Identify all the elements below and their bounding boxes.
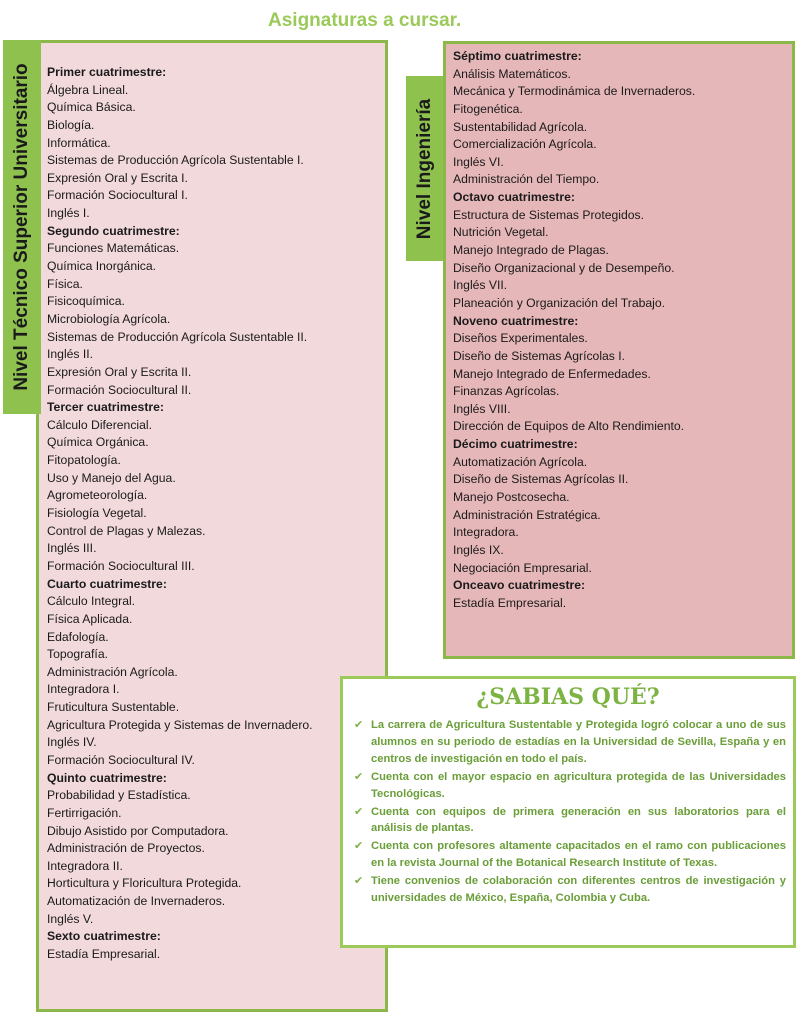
engineering-subject-list [453,48,695,613]
subject-item: Formación Sociocultural III. [47,558,195,573]
subject-item: Inglés II. [47,347,94,362]
subject-item: Diseño de Sistemas Agrícolas I. [453,348,626,363]
subject-item: Química Básica. [47,100,136,115]
subject-item: Formación Sociocultural I. [47,188,188,203]
subject-item: Administración de Proyectos. [47,841,205,856]
subject-item: Biología. [47,117,95,132]
subject-item: Manejo Integrado de Enfermedades. [453,366,651,381]
check-icon: ✔ [354,770,364,783]
subject-item: Diseños Experimentales. [453,331,588,346]
term-heading: Quinto cuatrimestre: [47,770,167,785]
subject-item: Integradora. [453,525,519,540]
subject-item: Informática. [47,135,111,150]
engineering-level-tab [406,76,443,261]
subject-item: Fisiología Vegetal. [47,506,147,521]
did-you-know-item [354,873,786,907]
term-heading: Décimo cuatrimestre: [453,437,578,452]
subject-item: Comercialización Agrícola. [453,137,597,152]
tsu-level-label: Nivel Técnico Superior Universitario [11,63,32,391]
did-you-know-text: Cuenta con el mayor espacio en agricultura protegida de las Universidades Tecnológicas. [371,770,786,800]
subject-item: Dirección de Equipos de Alto Rendimiento. [453,419,685,434]
subject-item: Manejo Postcosecha. [453,490,570,505]
subject-item: Fitogenética. [453,101,523,116]
subject-item: Estadía Empresarial. [47,947,161,962]
subject-item: Química Inorgánica. [47,259,157,274]
subject-item: Estadía Empresarial. [453,595,567,610]
subject-item: Análisis Matemáticos. [453,66,571,81]
subject-item: Formación Sociocultural IV. [47,752,195,767]
subject-item: Control de Plagas y Malezas. [47,523,206,538]
did-you-know-item [354,838,786,872]
term-heading: Cuarto cuatrimestre: [47,576,167,591]
subject-item: Edafología. [47,629,109,644]
subject-item: Formación Sociocultural II. [47,382,192,397]
subject-item: Administración Estratégica. [453,507,601,522]
subject-item: Inglés VI. [453,154,504,169]
subject-item: Integradora II. [47,858,123,873]
term-heading: Octavo cuatrimestre: [453,190,575,205]
subject-item: Inglés VIII. [453,401,511,416]
subject-item: Uso y Manejo del Agua. [47,470,176,485]
tsu-level-tab [3,40,41,414]
subject-item: Sustentabilidad Agrícola. [453,119,588,134]
did-you-know-text: Cuenta con equipos de primera generación en sus laboratorios para el análisis de plantas. [371,805,786,835]
subject-item: Administración del Tiempo. [453,172,600,187]
did-you-know-text: Tiene convenios de colaboración con diferentes centros de investigación y universidades de México, España, Colombia y Cuba. [371,875,786,905]
term-heading: Segundo cuatrimestre: [47,223,180,238]
subject-item: Inglés III. [47,541,97,556]
subject-item: Inglés IX. [453,542,504,557]
did-you-know-title: ¿SABIAS QUÉ? [476,684,660,710]
check-icon: ✔ [354,840,364,853]
subject-item: Integradora I. [47,682,120,697]
subject-item: Química Orgánica. [47,435,149,450]
subject-item: Cálculo Diferencial. [47,417,152,432]
subject-item: Funciones Matemáticas. [47,241,180,256]
subject-item: Nutrición Vegetal. [453,225,549,240]
did-you-know-item [354,804,786,838]
subject-item: Física Aplicada. [47,611,133,626]
subject-item: Microbiología Agrícola. [47,311,171,326]
term-heading: Sexto cuatrimestre: [47,929,161,944]
subject-item: Administración Agrícola. [47,664,178,679]
tsu-subject-list [47,64,313,964]
check-icon: ✔ [354,875,364,888]
did-you-know-list [354,717,786,908]
subject-item: Finanzas Agrícolas. [453,384,560,399]
subject-item: Álgebra Lineal. [47,82,129,97]
check-icon: ✔ [354,805,364,818]
subject-item: Sistemas de Producción Agrícola Sustentable I. [47,153,304,168]
term-heading: Onceavo cuatrimestre: [453,578,586,593]
subject-item: Expresión Oral y Escrita I. [47,170,188,185]
subject-item: Negociación Empresarial. [453,560,592,575]
subject-item: Inglés IV. [47,735,97,750]
subject-item: Dibujo Asistido por Computadora. [47,823,229,838]
did-you-know-box [340,676,796,948]
subject-item: Agricultura Protegida y Sistemas de Invernadero. [47,717,313,732]
subject-item: Topografía. [47,647,108,662]
page-title: Asignaturas a cursar. [268,10,462,31]
subject-item: Fisicoquímica. [47,294,125,309]
term-heading: Primer cuatrimestre: [47,65,167,79]
subject-item: Inglés V. [47,911,94,926]
did-you-know-text: La carrera de Agricultura Sustentable y Protegida logró colocar a uno de sus alumnos en su periodo de estadías en la Universidad de Sevilla, España y en centros de investigación en todo el país. [371,719,786,765]
check-icon: ✔ [354,719,364,731]
subject-item: Horticultura y Floricultura Protegida. [47,876,242,891]
did-you-know-text: Cuenta con profesores altamente capacitados en el ramo con publicaciones en la revista Journal of the Botanical Research Institute of Texas. [371,840,786,870]
subject-item: Física. [47,276,83,291]
engineering-level-label: Nivel Ingeniería [413,98,435,239]
subject-item: Inglés I. [47,206,90,221]
subject-item: Fertirrigación. [47,805,122,820]
subject-item: Fruticultura Sustentable. [47,700,180,715]
subject-item: Planeación y Organización del Trabajo. [453,295,666,310]
term-heading: Séptimo cuatrimestre: [453,49,582,63]
term-heading: Tercer cuatrimestre: [47,400,164,415]
subject-item: Manejo Integrado de Plagas. [453,243,609,258]
did-you-know-item [354,717,786,768]
term-heading: Noveno cuatrimestre: [453,313,579,328]
subject-item: Probabilidad y Estadística. [47,788,191,803]
did-you-know-item [354,769,786,803]
subject-item: Automatización de Invernaderos. [47,894,226,909]
subject-item: Expresión Oral y Escrita II. [47,364,192,379]
subject-item: Sistemas de Producción Agrícola Sustentable II. [47,329,308,344]
subject-item: Agrometeorología. [47,488,148,503]
subject-item: Fitopatología. [47,453,121,468]
subject-item: Estructura de Sistemas Protegidos. [453,207,645,222]
subject-item: Diseño Organizacional y de Desempeño. [453,260,675,275]
subject-item: Cálculo Integral. [47,594,136,609]
subject-item: Automatización Agrícola. [453,454,588,469]
subject-item: Inglés VII. [453,278,508,293]
subject-item: Diseño de Sistemas Agrícolas II. [453,472,629,487]
subject-item: Mecánica y Termodinámica de Invernaderos. [453,84,696,99]
